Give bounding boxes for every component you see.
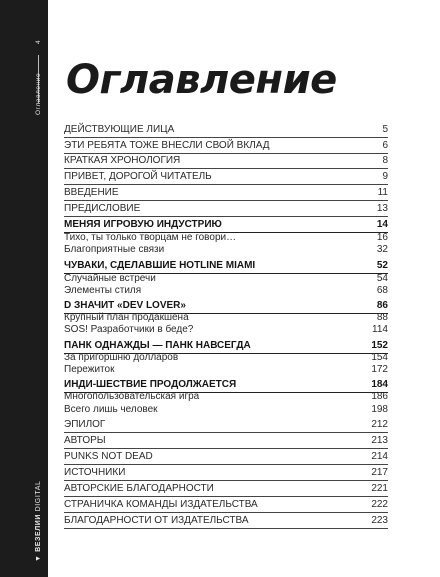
toc-entry-label: D ЗНАЧИТ «DEV LOVER»: [64, 300, 186, 311]
toc-entry-page: 14: [376, 219, 388, 230]
toc-entry-label: ПАНК ОДНАЖДЫ — ПАНК НАВСЕГДА: [64, 340, 251, 351]
toc-entry-label: Многопользовательская игра: [64, 391, 200, 402]
toc-subentry: [64, 273, 388, 285]
toc-entry-page: 32: [376, 244, 388, 255]
toc-entry-label: КРАТКАЯ ХРОНОЛОГИЯ: [64, 155, 181, 166]
toc-entry-page: 152: [371, 340, 388, 351]
toc-entry-label: ПРЕДИСЛОВИЕ: [64, 203, 141, 214]
toc-subentry: [64, 285, 388, 297]
toc-entry-page: 154: [371, 352, 388, 363]
sidebar-section-title: Оглавление: [35, 72, 42, 115]
toc-entry-label: SOS! Разработчики в беде?: [64, 324, 194, 335]
toc-entry-label: СТРАНИЧКА КОМАНДЫ ИЗДАТЕЛЬСТВА: [64, 499, 258, 510]
toc-entry-page: 114: [372, 324, 388, 335]
toc-entry-page: 6: [382, 140, 388, 151]
toc-entry: [64, 499, 388, 513]
toc-entry-label: ИСТОЧНИКИ: [64, 467, 126, 478]
toc-entry-page: 213: [371, 435, 388, 446]
toc-entry-label: МЕНЯЯ ИГРОВУЮ ИНДУСТРИЮ: [64, 219, 222, 230]
toc-entry-label: Элементы стиля: [64, 285, 142, 296]
toc-entry-page: 198: [371, 404, 388, 415]
toc-entry: [64, 171, 388, 185]
toc-entry-page: 68: [376, 285, 388, 296]
toc-entry-label: ВВЕДЕНИЕ: [64, 187, 119, 198]
toc-entry-label: ЧУВАКИ, СДЕЛАВШИЕ HOTLINE MIAMI: [64, 260, 256, 271]
toc-entry-page: 8: [382, 155, 388, 166]
brand-bold: ВЕЗЕЛИИ: [35, 513, 42, 552]
toc-entry-page: 11: [377, 187, 388, 198]
sidebar-page-number: 4: [35, 39, 42, 44]
toc-subentry: [64, 232, 388, 244]
toc-subentry: [64, 312, 388, 324]
toc-entry-label: ЭТИ РЕБЯТА ТОЖЕ ВНЕСЛИ СВОЙ ВКЛАД: [64, 140, 270, 151]
toc-entry-page: 172: [371, 364, 388, 375]
toc-entry-page: 186: [371, 391, 388, 402]
toc-entry-label: Благоприятные связи: [64, 244, 165, 255]
toc-entry-page: 16: [376, 232, 388, 243]
toc-entry-label: Пережиток: [64, 364, 115, 375]
toc-entry-label: БЛАГОДАРНОСТИ ОТ ИЗДАТЕЛЬСТВА: [64, 515, 249, 526]
toc-entry-page: 88: [376, 312, 388, 323]
toc-entry: [64, 155, 388, 169]
toc-entry: [64, 483, 388, 497]
toc-entry: [64, 140, 388, 154]
toc-entry-page: 184: [371, 379, 388, 390]
toc-entry-page: 86: [376, 300, 388, 311]
toc-entry-page: 9: [382, 171, 388, 182]
toc-entry-page: 54: [376, 273, 388, 284]
toc-entry-label: ПРИВЕТ, ДОРОГОЙ ЧИТАТЕЛЬ: [64, 171, 212, 182]
brand-thin: DIGITAL: [35, 480, 42, 512]
toc-entry-page: 52: [376, 260, 388, 271]
toc-entry-label: Крупный план продакшена: [64, 312, 189, 323]
page-title: Оглавление: [66, 57, 337, 103]
toc-entry-page: 214: [371, 451, 388, 462]
toc-subentry: [64, 244, 388, 256]
page-sidebar: [0, 0, 48, 577]
toc-entry-label: PUNKS NOT DEAD: [64, 451, 153, 462]
toc-entry-page: 222: [371, 499, 388, 510]
toc-entry-page: 5: [382, 124, 388, 135]
toc-chapter: [64, 260, 388, 274]
toc-subentry: [64, 324, 388, 336]
toc-entry: [64, 467, 388, 481]
toc-entry-page: 221: [371, 483, 388, 494]
toc-entry-label: Всего лишь человек: [64, 404, 158, 415]
toc-entry-label: АВТОРЫ: [64, 435, 106, 446]
toc-entry-page: 223: [371, 515, 388, 526]
toc-chapter: [64, 219, 388, 233]
toc-entry-page: 13: [376, 203, 388, 214]
toc-entry: [64, 124, 388, 138]
toc-entry-label: Случайные встречи: [64, 273, 156, 284]
toc-subentry: [64, 352, 388, 364]
toc-subentry: [64, 391, 388, 403]
toc-entry-page: 217: [371, 467, 388, 478]
toc-entry: [64, 515, 388, 529]
publisher-logo: ▼ ВЕЗЕЛИИ DIGITAL: [35, 480, 42, 562]
toc-entry-label: ДЕЙСТВУЮЩИЕ ЛИЦА: [64, 124, 175, 135]
toc-entry-label: Тихо, ты только творцам не говори…: [64, 232, 237, 243]
toc-entry-label: ИНДИ-ШЕСТВИЕ ПРОДОЛЖАЕТСЯ: [64, 379, 237, 390]
toc-entry: [64, 187, 388, 201]
toc-entry: [64, 203, 388, 217]
toc-entry-page: 212: [371, 419, 388, 430]
toc-entry-label: АВТОРСКИЕ БЛАГОДАРНОСТИ: [64, 483, 214, 494]
toc-entry: [64, 419, 388, 433]
toc-entry-label: ЭПИЛОГ: [64, 419, 106, 430]
toc-entry: [64, 451, 388, 465]
toc-entry-label: За пригоршню долларов: [64, 352, 179, 363]
toc-subentry: [64, 404, 388, 416]
toc-entry: [64, 435, 388, 449]
toc-subentry: [64, 364, 388, 376]
